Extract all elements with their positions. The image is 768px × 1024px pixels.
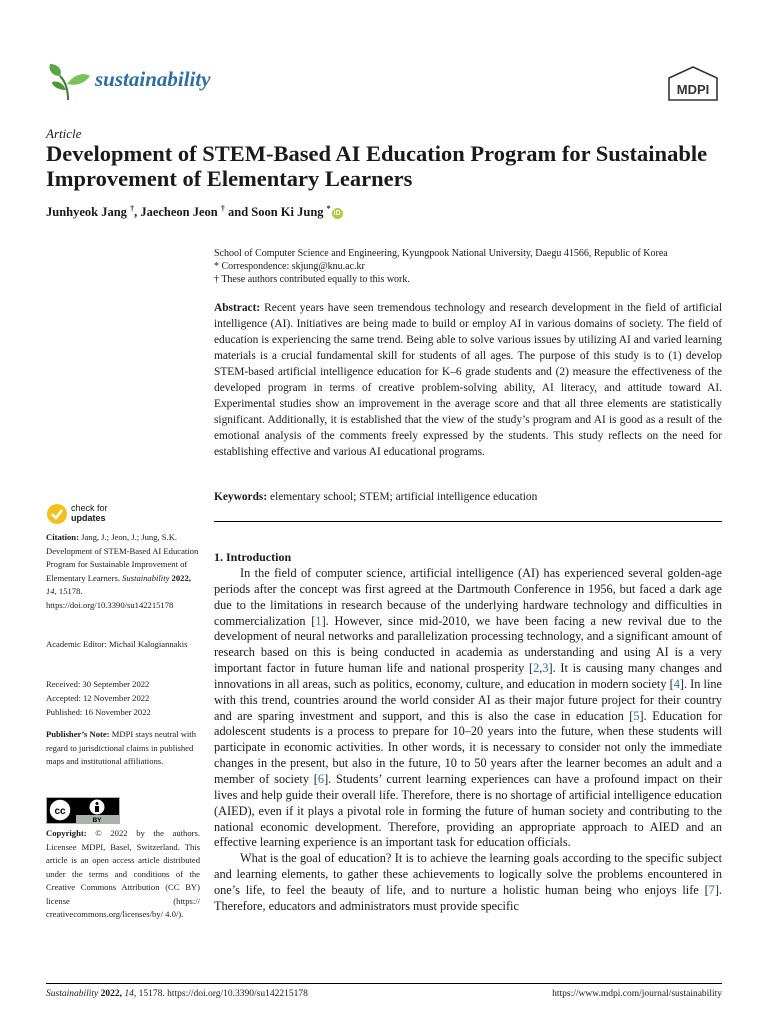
equal-contrib-mark: † xyxy=(130,204,135,213)
correspondence: * Correspondence: skjung@knu.ac.kr xyxy=(214,261,365,272)
check-for-updates-button[interactable] xyxy=(46,503,136,529)
footer-volume: 14, xyxy=(124,989,137,999)
cc-by-license-icon[interactable] xyxy=(46,797,120,824)
academic-editor: Academic Editor: Michail Kalogiannakis xyxy=(46,639,188,649)
citation-year: 2022, xyxy=(171,572,191,583)
paper-title: Development of STEM-Based AI Education Program for Sustainable Improvement of Elementary Learners xyxy=(46,141,708,191)
mdpi-logo-text: MDPI xyxy=(676,82,710,97)
author-name[interactable]: Junhyeok Jang xyxy=(46,205,127,220)
received-date: Received: 30 September 2022 xyxy=(46,679,150,689)
affiliation: School of Computer Science and Engineering, Kyungpook National University, Daegu 41566, Republic of Korea xyxy=(214,248,668,259)
check-updates-line1: check for xyxy=(71,503,108,513)
published-date: Published: 16 November 2022 xyxy=(46,707,151,717)
citation-link[interactable]: 7 xyxy=(708,882,715,897)
paragraph: In the field of computer science, artificial intelligence (AI) has experienced several golden-age periods after the concept was first agreed at the Dartmouth Conference in 1956, but faced a dark age due to the limitations in research because of the underlying hardware technology and difficulties in commercialization [1]. However, since mid-2010, we have been facing a new revival due to the development of neural networks and parallelization processing technology, and a significant amount of research based on this is being conducted in academia as understanding and using AI is a very important factor in future human life and national prosperity [2,3]. It is causing many changes and innovations in all areas, such as politics, economy, culture, and education in modern society [4]. In line with this trend, countries around the world consider AI as their major future project for their country and are sparing investment and support, and this is also the case in education [5]. Education for adolescent students is a process to prepare for 10–20 years into the future, when these students will participate in economic activities. In other words, it is necessary to consider not only the immediate changes in the present, but also in the future, 10 to 50 years after the learner becomes an adult and a member of society [6]. Students’ current learning experiences can have a profound impact on their lives and help guide their overall life. Therefore, there is no shortage of artificial intelligence education (AIED), even if it plays a pivotal role in forming the future of human society and contributing to the national economic development. Therefore, providing an appropriate approach to AIED and an effective learning experience is an important task for education officials. xyxy=(214,566,722,850)
footer-citation xyxy=(46,989,308,999)
mdpi-logo[interactable] xyxy=(666,66,720,102)
author-name[interactable]: Jaecheon Jeon xyxy=(140,205,218,220)
citation-link[interactable]: 6 xyxy=(317,771,325,786)
publishers-note-label: Publisher’s Note: xyxy=(46,729,110,739)
equal-contribution-note: † These authors contributed equally to this work. xyxy=(214,274,410,285)
citation-label: Citation: xyxy=(46,532,79,542)
section-heading: 1. Introduction xyxy=(214,550,292,564)
citation-link[interactable]: 5 xyxy=(633,708,640,723)
journal-name[interactable]: sustainability xyxy=(95,67,211,91)
keywords-label: Keywords: xyxy=(214,491,268,503)
citation-volume: 14, xyxy=(46,586,57,596)
journal-logo-icon xyxy=(46,62,92,102)
crossmark-icon xyxy=(46,503,68,525)
divider xyxy=(214,521,722,522)
citation-link[interactable]: 4 xyxy=(673,676,680,691)
citation-journal: Sustainability xyxy=(122,572,170,583)
publishers-note-text: MDPI stays neutral with regard to jurisdictional claims in published maps and institutional affiliations. xyxy=(46,729,196,766)
footer-year: 2022, xyxy=(100,989,122,999)
footer-journal: Sustainability xyxy=(46,989,99,999)
keywords-text: elementary school; STEM; artificial intelligence education xyxy=(270,491,538,503)
author-list: Junhyeok Jang †, Jaecheon Jeon † and Soon Ki Jung *iD xyxy=(46,204,341,220)
abstract-text: Recent years have seen tremendous technology and research development in the field of artificial intelligence (AI). Initiatives are being made to build or employ AI in various domains of society. The field of education is experiencing the same trend. Being able to solve various issues by utilizing AI and varied learning materials is a crucial fundamental skill for students of all ages. The purpose of this study is to (1) develop STEM-based artificial intelligence education for K–6 grade students and (2) measure the effectiveness of the developed program in terms of creative problem-solving ability, AI literacy, and attitude toward AI. Experimental studies show an improvement in the average score and that all three elements are statistically significant. Additionally, it is established that the view of the study’s program and AI is good as a result of the emotional analysis of the comments freely expressed by the students. This study reflects on the need for establishing effective and various AI educational programs. xyxy=(214,302,722,458)
equal-contrib-mark: † xyxy=(220,204,225,213)
footer-journal-url[interactable]: https://www.mdpi.com/journal/sustainability xyxy=(552,989,722,999)
copyright-label: Copyright: xyxy=(46,828,87,838)
citation-link[interactable]: 2 xyxy=(533,661,540,676)
orcid-icon[interactable]: iD xyxy=(333,210,341,218)
author-name[interactable]: Soon Ki Jung xyxy=(251,205,324,220)
body-text xyxy=(214,566,722,915)
citation-text: Jang, J.; Jeon, J.; Jung, S.K. Development of STEM-Based AI Education Program for Sustainable Improvement of Elementary Learners. xyxy=(46,532,199,583)
cc-label: cc xyxy=(54,806,66,817)
article-type: Article xyxy=(46,126,82,141)
abstract xyxy=(214,300,722,460)
keywords xyxy=(214,489,722,505)
citation-link[interactable]: 3 xyxy=(542,661,549,676)
paragraph: What is the goal of education? It is to achieve the learning goals according to the specific subject and learning elements, to gather these achievements to logically solve the problems encountered in one’s life, to feel the beauty of life, and to nurture a holistic human being who enjoys life [7]. Therefore, educators and administrators must provide specific xyxy=(214,851,722,913)
accepted-date: Accepted: 12 November 2022 xyxy=(46,693,150,703)
publishers-note xyxy=(46,728,200,769)
abstract-label: Abstract: xyxy=(214,302,261,314)
corresponding-mark: * xyxy=(326,204,331,213)
citation-doi[interactable]: 15178. https://doi.org/10.3390/su142215178 xyxy=(46,586,174,610)
copyright-block xyxy=(46,827,200,922)
citation-link[interactable]: 1 xyxy=(315,613,322,628)
citation-block xyxy=(46,531,200,612)
by-label: BY xyxy=(92,817,102,824)
author-conjunction: and xyxy=(228,205,249,220)
footer-divider xyxy=(46,983,722,984)
footer-doi[interactable]: 15178. https://doi.org/10.3390/su142215178 xyxy=(138,989,308,999)
check-updates-line2: updates xyxy=(71,513,106,523)
copyright-text: © 2022 by the authors. Licensee MDPI, Basel, Switzerland. This article is an open access article distributed under the terms and conditions of the Creative Commons Attribution (CC BY) license (https:// creativecommons.org/licenses/by/ 4.0/). xyxy=(46,828,200,919)
